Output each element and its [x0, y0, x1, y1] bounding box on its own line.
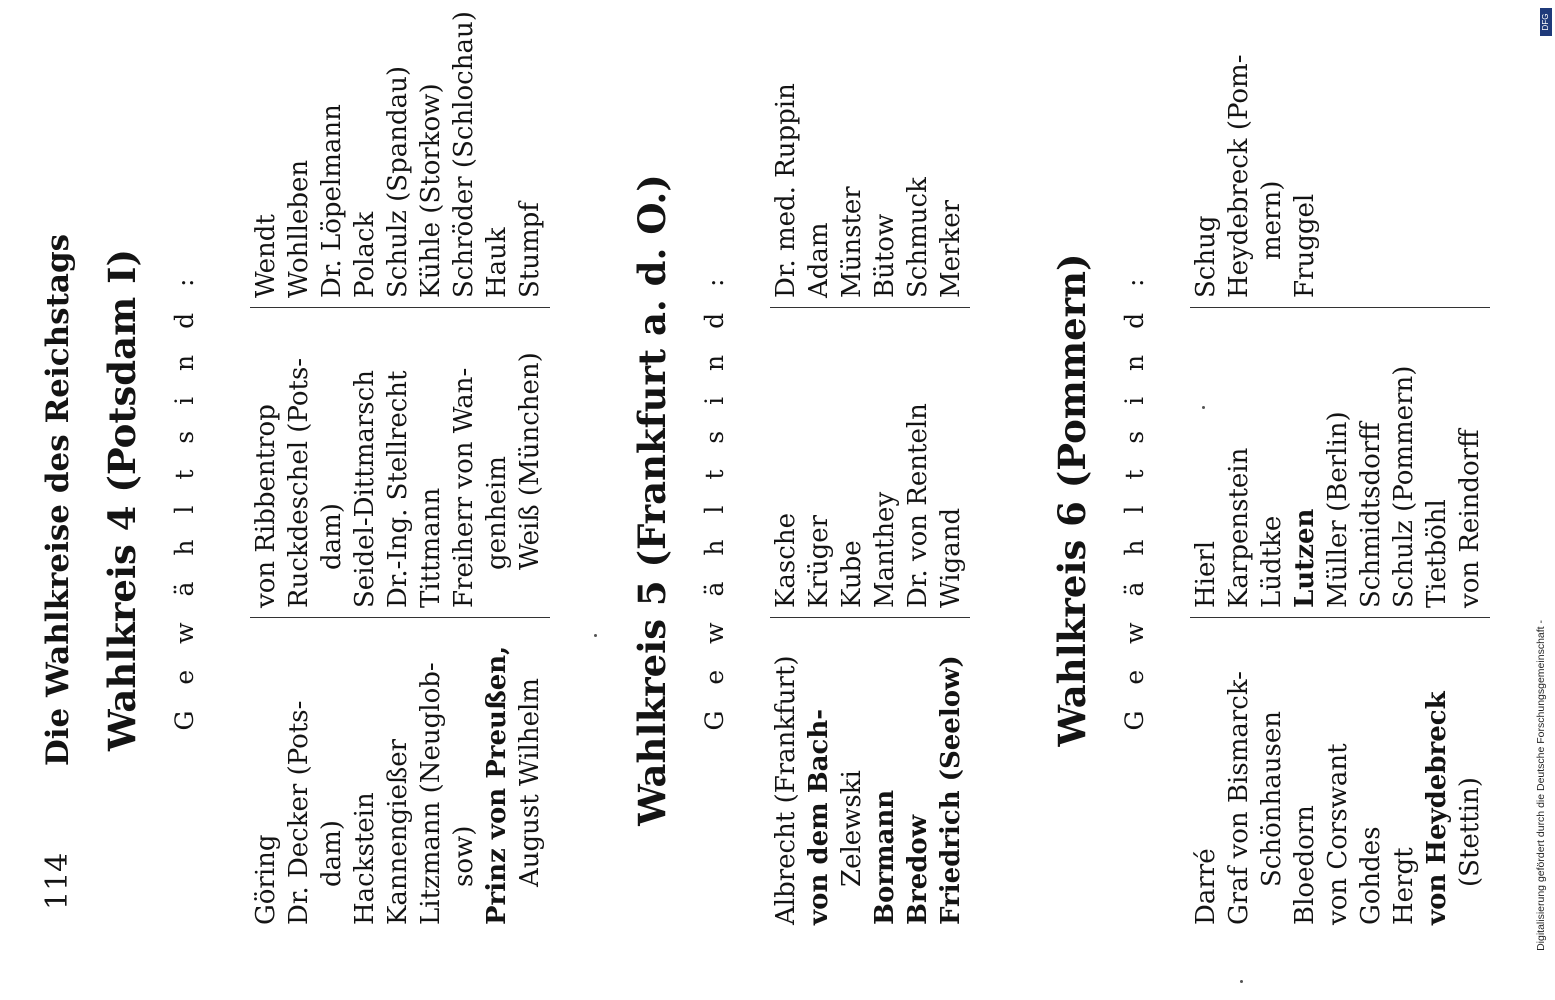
member-name: sow)	[449, 825, 479, 887]
section-title-wahlkreis-5: Wahlkreis 5 (Frankfurt a. d. O.)	[630, 174, 674, 826]
member-name: Darré	[1191, 848, 1221, 925]
member-name: Karpenstein	[1224, 447, 1254, 608]
member-name: von Ribbentrop	[251, 404, 281, 608]
member-name: Münster	[837, 186, 867, 298]
dfg-logo	[1540, 8, 1552, 36]
member-name: Schönhausen	[1257, 711, 1287, 887]
member-name: von Reindorff	[1455, 429, 1485, 608]
paper-speck	[1240, 980, 1243, 983]
member-name: Kasche	[771, 513, 801, 608]
member-name: Bütow	[870, 213, 900, 298]
member-name: Wendt	[251, 214, 281, 298]
member-name: Heydebreck (Pom-	[1224, 54, 1254, 298]
elected-label-wahlkreis-5: G e w ä h l t s i n d :	[700, 269, 729, 731]
elected-label-wahlkreis-4: G e w ä h l t s i n d :	[170, 269, 199, 731]
member-name: Dr. Decker (Pots-	[284, 700, 314, 925]
name-column	[250, 0, 547, 298]
member-name: Hergt	[1389, 847, 1419, 925]
running-head: Die Wahlkreise des Reichstags	[40, 233, 76, 767]
name-column	[1190, 0, 1322, 298]
member-name: von Heydebreck	[1422, 691, 1452, 925]
paper-speck	[1202, 406, 1205, 409]
member-name: Tietböhl	[1422, 499, 1452, 608]
member-name: Schmuck	[903, 177, 933, 298]
column-divider	[770, 617, 970, 618]
member-name: Hackstein	[350, 792, 380, 925]
name-column	[770, 308, 968, 608]
member-name: Wohlleben	[284, 159, 314, 298]
member-name: (Stettin)	[1455, 777, 1485, 887]
member-name: Dr.-Ing. Stellrecht	[383, 370, 413, 608]
member-name: Prinz von Preußen,	[482, 645, 512, 925]
member-name: Lutzen	[1290, 508, 1320, 608]
member-name: Fruggel	[1290, 193, 1320, 298]
member-name: Schug	[1191, 215, 1221, 298]
page-number: 114	[40, 852, 75, 910]
member-name: Wigand	[936, 507, 966, 608]
name-column	[250, 308, 547, 608]
member-name: Litzmann (Neuglob-	[416, 662, 446, 925]
member-name: Bormann	[870, 789, 900, 925]
member-name: Tittmann	[416, 487, 446, 608]
member-name: Schulz (Spandau)	[383, 65, 413, 298]
member-name: Dr. von Renteln	[903, 403, 933, 608]
member-name: Friedrich (Seelow)	[936, 655, 966, 925]
column-divider	[250, 617, 550, 618]
member-name: mern)	[1257, 180, 1287, 260]
member-name: Schröder (Schlochau)	[449, 11, 479, 298]
member-name: Dr. Löpelmann	[317, 104, 347, 298]
member-name: August Wilhelm	[515, 678, 545, 887]
name-column	[250, 625, 547, 925]
member-name: Lüdtke	[1257, 515, 1287, 608]
elected-label-wahlkreis-6: G e w ä h l t s i n d :	[1120, 269, 1149, 731]
member-name: Kühle (Storkow)	[416, 83, 446, 298]
member-name: Graf von Bismarck-	[1224, 671, 1254, 925]
member-name: von Corswant	[1323, 743, 1353, 925]
name-column	[1190, 308, 1487, 608]
member-name: dam)	[317, 820, 347, 887]
section-title-wahlkreis-6: Wahlkreis 6 (Pommern)	[1050, 253, 1094, 747]
member-name: Stumpf	[515, 202, 545, 298]
name-column	[1190, 625, 1487, 925]
funding-stamp-text: Digitalisierung gefördert durch die Deutsche Forschungsgemeinschaft -	[1535, 620, 1547, 951]
member-name: Freiherr von Wan-	[449, 367, 479, 608]
name-column	[770, 625, 968, 925]
member-name: Gohdes	[1356, 826, 1386, 925]
member-name: Kube	[837, 540, 867, 608]
member-name: Schmidtsdorff	[1356, 422, 1386, 608]
member-name: Krüger	[804, 514, 834, 608]
member-name: Dr. med. Ruppin	[771, 83, 801, 298]
member-name: Schulz (Pommern)	[1389, 365, 1419, 608]
member-name: dam)	[317, 503, 347, 570]
member-name: von dem Bach-	[804, 708, 834, 925]
section-title-wahlkreis-4: Wahlkreis 4 (Potsdam I)	[100, 249, 144, 751]
member-name: Manthey	[870, 491, 900, 608]
member-name: Albrecht (Frankfurt)	[771, 655, 801, 925]
member-name: Zelewski	[837, 770, 867, 887]
member-name: Müller (Berlin)	[1323, 411, 1353, 608]
member-name: Kannengießer	[383, 738, 413, 925]
member-name: Göring	[251, 834, 281, 925]
member-name: Merker	[936, 199, 966, 298]
member-name: genheim	[482, 456, 512, 570]
column-divider	[1190, 617, 1490, 618]
member-name: Weiß (München)	[515, 352, 545, 570]
member-name: Hauk	[482, 227, 512, 298]
member-name: Seidel-Dittmarsch	[350, 370, 380, 608]
member-name: Bloedorn	[1290, 805, 1320, 925]
name-column	[770, 0, 968, 298]
member-name: Adam	[804, 222, 834, 298]
member-name: Hierl	[1191, 540, 1221, 608]
dfg-logo-text: DFG	[1541, 13, 1550, 31]
funding-stamp	[1528, 0, 1555, 1000]
paper-speck	[594, 634, 597, 637]
member-name: Polack	[350, 211, 380, 298]
member-name: Ruckdeschel (Pots-	[284, 357, 314, 608]
member-name: Bredow	[903, 814, 933, 925]
